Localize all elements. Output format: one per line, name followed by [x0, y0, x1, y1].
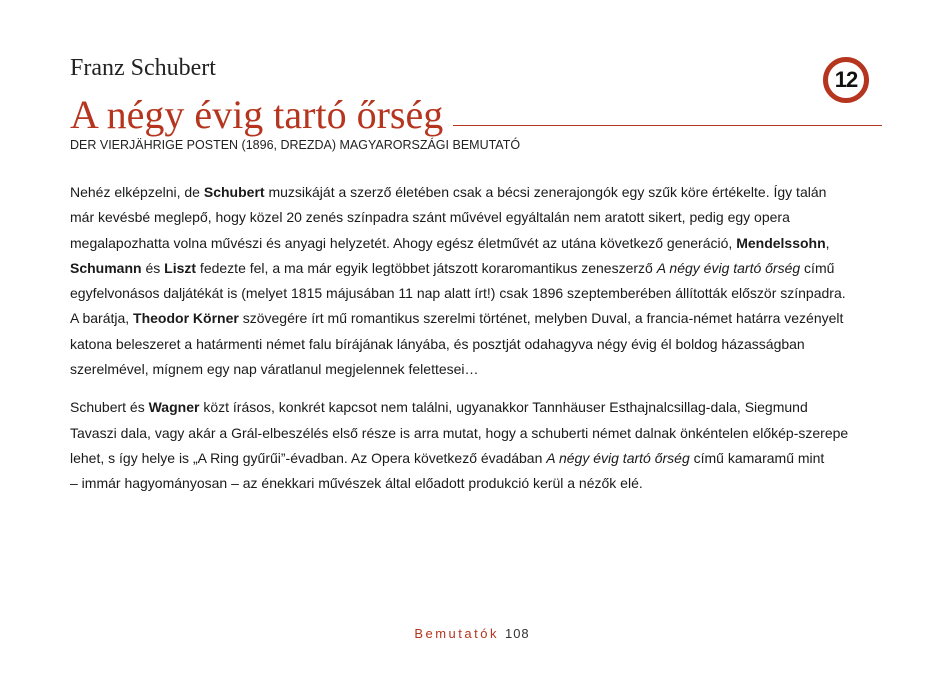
text: Nehéz elképzelni, de — [70, 184, 204, 200]
bold-name: Schubert — [203, 184, 265, 200]
text-line — [70, 231, 882, 256]
text-line: Tavaszi dala, vagy akár a Grál-elbeszélés első része is arra mutat, hogy a schuberti német dalnak önkéntelen előkép-szerepe — [70, 424, 849, 441]
subtitle: DER VIERJÄHRIGE POSTEN (1896, DREZDA) MAGYARORSZÁGI BEMUTATÓ — [70, 138, 521, 152]
text: szövegére írt mű romantikus szerelmi történet, melyben Duval, a francia-német határra vezényelt — [238, 310, 844, 327]
text: Schubert és — [70, 399, 149, 416]
footer — [0, 626, 944, 642]
composer-name: Franz Schubert — [70, 55, 216, 81]
text: lehet, s így helye is „A Ring gyűrűi”-évadban. Az Opera következő évadában — [70, 449, 547, 466]
text: című — [800, 259, 835, 276]
paragraph-2 — [70, 395, 882, 496]
italic-work-title: A négy évig tartó őrség — [656, 259, 801, 276]
bold-name: Wagner — [148, 399, 200, 416]
text-line — [70, 256, 882, 281]
paragraph-1 — [70, 180, 882, 382]
text-line: – immár hagyományosan – az énekkari művészek által előadott produkció kerül a nézők elé. — [70, 475, 643, 492]
text: , — [825, 234, 830, 251]
text: közt írásos, konkrét kapcsot nem találni, ugyanakkor Tannhäuser Esthajnalcsillag-dala, Siegmund — [199, 399, 808, 416]
article-body — [70, 180, 882, 497]
text-line — [70, 306, 882, 331]
text-line — [70, 446, 882, 471]
footer-section-label: Bemutatók — [414, 626, 499, 641]
text: A barátja, — [70, 310, 134, 327]
bold-name: Mendelssohn — [736, 234, 826, 251]
title-rule — [453, 125, 882, 126]
footer-page-number: 108 — [504, 626, 530, 641]
text: fedezte fel, a ma már egyik legtöbbet játszott koraromantikus zeneszerző — [196, 259, 657, 276]
text: megalapozhatta volna művészi és anyagi helyzetét. Ahogy egész életművét az utána következő generáció, — [70, 234, 737, 251]
italic-work-title: A négy évig tartó őrség — [546, 449, 690, 466]
bold-name: Liszt — [164, 259, 197, 276]
bold-name: Schumann — [70, 259, 142, 276]
text: muzsikáját a szerző életében csak a bécsi zenerajongók egy szűk köre értékelte. Így talán — [264, 184, 827, 200]
text-line — [70, 180, 882, 205]
paragraph-gap — [70, 382, 882, 395]
bold-name: Theodor Körner — [133, 310, 239, 327]
page-title: A négy évig tartó őrség — [70, 92, 444, 137]
text: és — [141, 259, 165, 276]
title-row — [70, 93, 882, 137]
text-line: már kevésbé meglepő, hogy közel 20 zenés színpadra szánt művével egyáltalán nem aratott sikert, pedig egy opera — [70, 209, 790, 226]
text: című kamaramű mint — [689, 449, 825, 466]
page-number-badge: 12 — [823, 57, 869, 103]
text-line: katona beleszeret a határmenti német falu bírájának lányába, és posztját odahagyva négy évig él boldog házasságban — [70, 335, 805, 352]
text-line: szerelmével, mígnem egy nap váratlanul megjelennek felettesei… — [70, 361, 479, 378]
text-line — [70, 395, 882, 420]
text-line: egyfelvonásos daljátékát is (melyet 1815 májusában 11 nap alatt írt!) csak 1896 szeptemberében állították először színpadra. — [70, 285, 846, 302]
